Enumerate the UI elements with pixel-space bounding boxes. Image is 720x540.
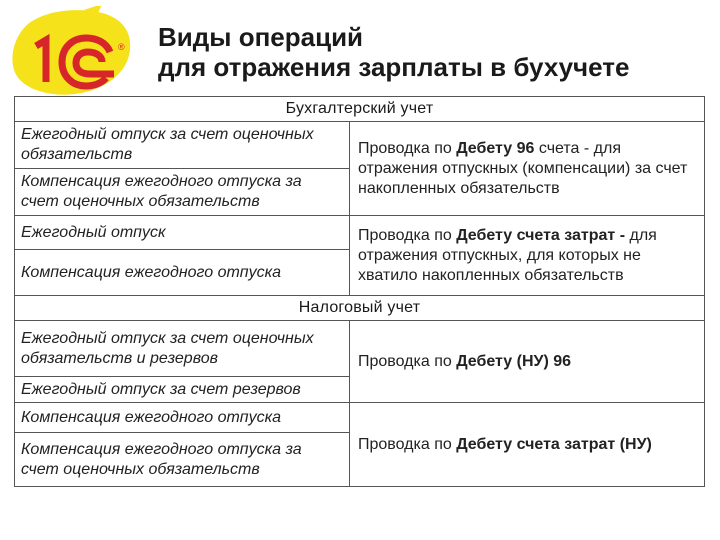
operation-cell: Ежегодный отпуск — [15, 216, 350, 250]
operation-cell: Компенсация ежегодного отпуска за счет оценочных обязательств — [15, 169, 350, 216]
registered-mark: ® — [118, 42, 125, 52]
posting-cell: Проводка по Дебету (НУ) 96 — [350, 321, 705, 403]
posting-cell: Проводка по Дебету счета затрат (НУ) — [350, 403, 705, 487]
operation-cell: Ежегодный отпуск за счет оценочных обязательств — [15, 122, 350, 169]
title-line-1: Виды операций — [158, 22, 364, 52]
1c-logo — [6, 6, 136, 98]
posting-cell: Проводка по Дебету счета затрат - для отражения отпускных, для которых не хватило накопленных обязательств — [350, 216, 705, 296]
page-title — [158, 22, 698, 82]
operation-cell: Ежегодный отпуск за счет оценочных обязательств и резервов — [15, 321, 350, 377]
title-line-2: для отражения зарплаты в бухучете — [158, 52, 630, 82]
operation-cell: Ежегодный отпуск за счет резервов — [15, 377, 350, 403]
operation-cell: Компенсация ежегодного отпуска — [15, 403, 350, 433]
operations-table — [14, 96, 705, 487]
tax-header: Налоговый учет — [15, 296, 705, 321]
operation-cell: Компенсация ежегодного отпуска — [15, 250, 350, 296]
operation-cell: Компенсация ежегодного отпуска за счет оценочных обязательств — [15, 433, 350, 487]
accounting-header: Бухгалтерский учет — [15, 97, 705, 122]
posting-cell: Проводка по Дебету 96 счета - для отражения отпускных (компенсации) за счет накопленных обязательств — [350, 122, 705, 216]
